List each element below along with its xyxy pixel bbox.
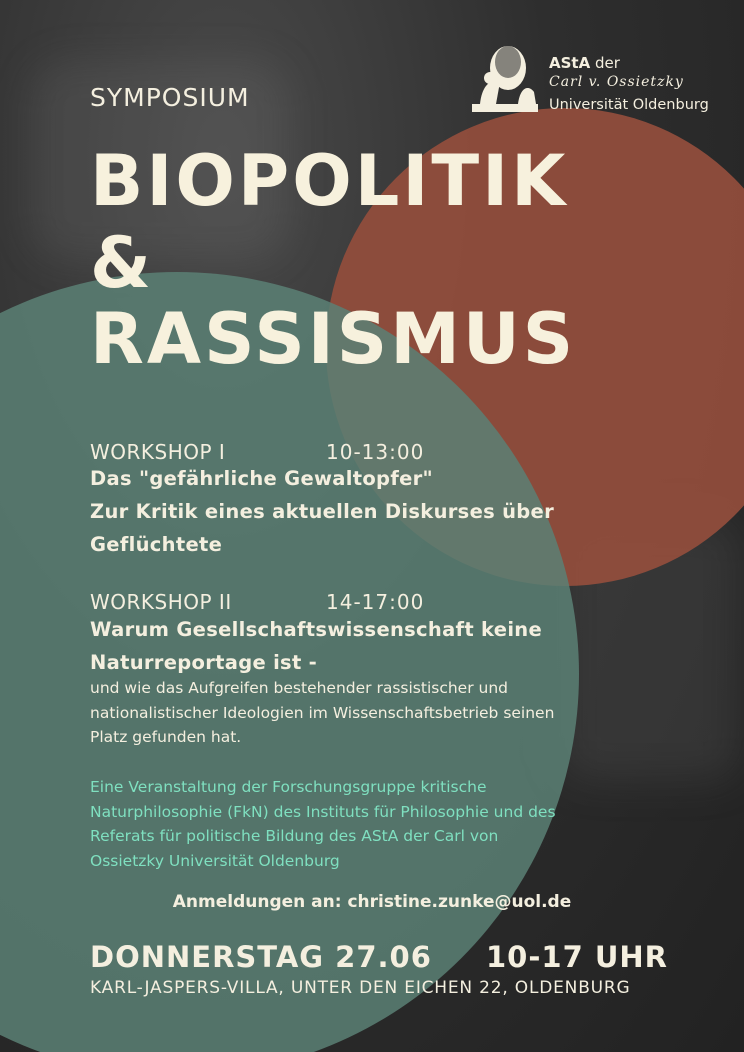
workshop2-subtitle — [90, 676, 650, 750]
title-line-2: & — [90, 222, 155, 304]
workshop2-subtitle-line: nationalistischer Ideologien im Wissenschaftsbetrieb seinen — [90, 703, 555, 722]
symposium-label: SYMPOSIUM — [90, 83, 250, 112]
logo-asta: AStA — [549, 54, 591, 72]
portrait-icon — [470, 38, 540, 114]
workshop2-title — [90, 613, 650, 679]
workshop1-title-line: Geflüchtete — [90, 533, 223, 556]
workshop1-title-line: Das "gefährliche Gewaltopfer" — [90, 467, 433, 490]
workshop2-title-line: Naturreportage ist - — [90, 651, 318, 674]
workshop1-title — [90, 462, 650, 561]
workshop1-title-line: Zur Kritik eines aktuellen Diskurses über — [90, 500, 554, 523]
workshop2-label: WORKSHOP II — [90, 590, 232, 614]
event-hours: 10-17 UHR — [486, 940, 668, 974]
title-line-3: RASSISMUS — [90, 298, 577, 380]
organizer-line: Ossietzky Universität Oldenburg — [90, 851, 340, 870]
organizer-line: Eine Veranstaltung der Forschungsgruppe kritische — [90, 778, 487, 796]
logo-der: der — [590, 54, 620, 72]
title-line-1: BIOPOLITIK — [90, 140, 569, 222]
organizer-note — [90, 775, 650, 873]
workshop1-time: 10-13:00 — [326, 440, 425, 464]
event-date: DONNERSTAG 27.06 — [90, 940, 432, 974]
workshop2-subtitle-line: Platz gefunden hat. — [90, 728, 242, 746]
asta-logo — [470, 38, 720, 118]
logo-script-name: Carl v. Ossietzky — [549, 74, 684, 90]
logo-university: Universität Oldenburg — [549, 97, 709, 113]
workshop2-time: 14-17:00 — [326, 590, 425, 614]
workshop1-label: WORKSHOP I — [90, 440, 226, 464]
organizer-line: Referats für politische Bildung des AStA der Carl von — [90, 827, 499, 845]
organizer-line: Naturphilosophie (FkN) des Instituts für Philosophie und des — [90, 802, 556, 821]
registration-info: Anmeldungen an: christine.zunke@uol.de — [172, 892, 572, 912]
event-address: KARL-JASPERS-VILLA, UNTER DEN EICHEN 22, OLDENBURG — [90, 978, 631, 998]
workshop2-subtitle-line: und wie das Aufgreifen bestehender rassistischer und — [90, 679, 508, 697]
workshop2-title-line: Warum Gesellschaftswissenschaft keine — [90, 618, 543, 641]
